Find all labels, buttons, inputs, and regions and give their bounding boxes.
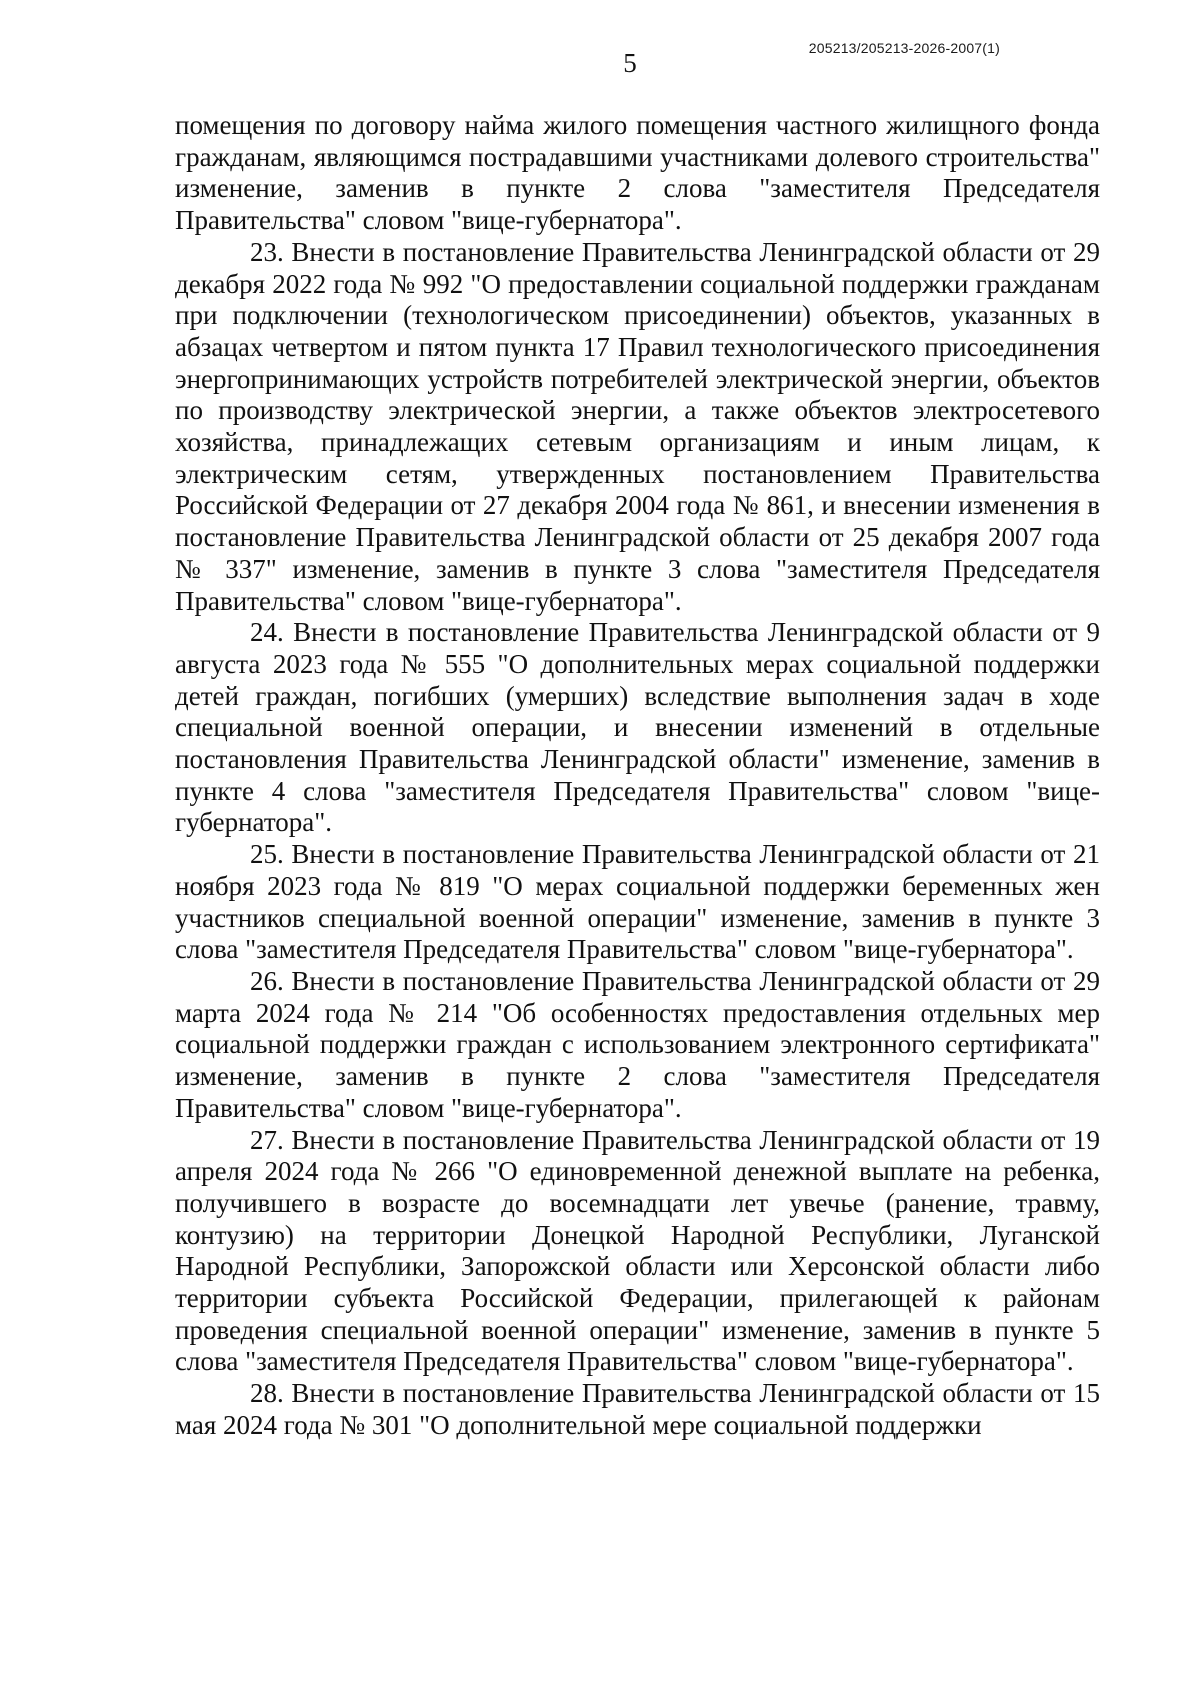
paragraph-item-24: 24. Внести в постановление Правительства Ленинградской области от 9 августа 2023 года № 555 "О дополнительных мерах социальной поддержки детей граждан, погибших (умерших) вследствие выполнения задач в ходе специальной военной операции, и внесении изменений в отдельные постановления Правительства Ленинградской области" изменение, заменив в пункте 4 слова "заместителя Председателя Правительства" словом "вице-губернатора". [175,617,1100,838]
paragraph-item-26: 26. Внести в постановление Правительства Ленинградской области от 29 марта 2024 года № 214 "Об особенностях предоставления отдельных мер социальной поддержки граждан с использованием электронного сертификата" изменение, заменив в пункте 2 слова "заместителя Председателя Правительства" словом "вице-губернатора". [175,965,1100,1123]
document-registration-number: 205213/205213-2026-2007(1) [808,40,1000,56]
paragraph-continuation: помещения по договору найма жилого помещения частного жилищного фонда гражданам, являющимся пострадавшими участниками долевого строительства" изменение, заменив в пункте 2 слова "заместителя Председателя Правительства" словом "вице-губернатора". [175,110,1100,236]
page-number: 5 [623,48,637,78]
paragraph-item-25: 25. Внести в постановление Правительства Ленинградской области от 21 ноября 2023 года № 819 "О мерах социальной поддержки беременных жен участников специальной военной операции" изменение, заменив в пункте 3 слова "заместителя Председателя Правительства" словом "вице-губернатора". [175,839,1100,965]
document-body [175,110,1100,1442]
paragraph-item-27: 27. Внести в постановление Правительства Ленинградской области от 19 апреля 2024 года № 266 "О единовременной денежной выплате на ребенка, получившего в возрасте до восемнадцати лет увечье (ранение, травму, контузию) на территории Донецкой Народной Республики, Луганской Народной Республики, Запорожской области или Херсонской области либо территории субъекта Российской Федерации, прилегающей к районам проведения специальной военной операции" изменение, заменив в пункте 5 слова "заместителя Председателя Правительства" словом "вице-губернатора". [175,1124,1100,1377]
paragraph-item-23: 23. Внести в постановление Правительства Ленинградской области от 29 декабря 2022 года № 992 "О предоставлении социальной поддержки гражданам при подключении (технологическом присоединении) объектов, указанных в абзацах четвертом и пятом пункта 17 Правил технологического присоединения энергопринимающих устройств потребителей электрической энергии, объектов по производству электрической энергии, а также объектов электросетевого хозяйства, принадлежащих сетевым организациям и иным лицам, к электрическим сетям, утвержденных постановлением Правительства Российской Федерации от 27 декабря 2004 года № 861, и внесении изменения в постановление Правительства Ленинградской области от 25 декабря 2007 года № 337" изменение, заменив в пункте 3 слова "заместителя Председателя Правительства" словом "вице-губернатора". [175,236,1100,616]
paragraph-item-28: 28. Внести в постановление Правительства Ленинградской области от 15 мая 2024 года № 301 "О дополнительной мере социальной поддержки [175,1378,1100,1440]
